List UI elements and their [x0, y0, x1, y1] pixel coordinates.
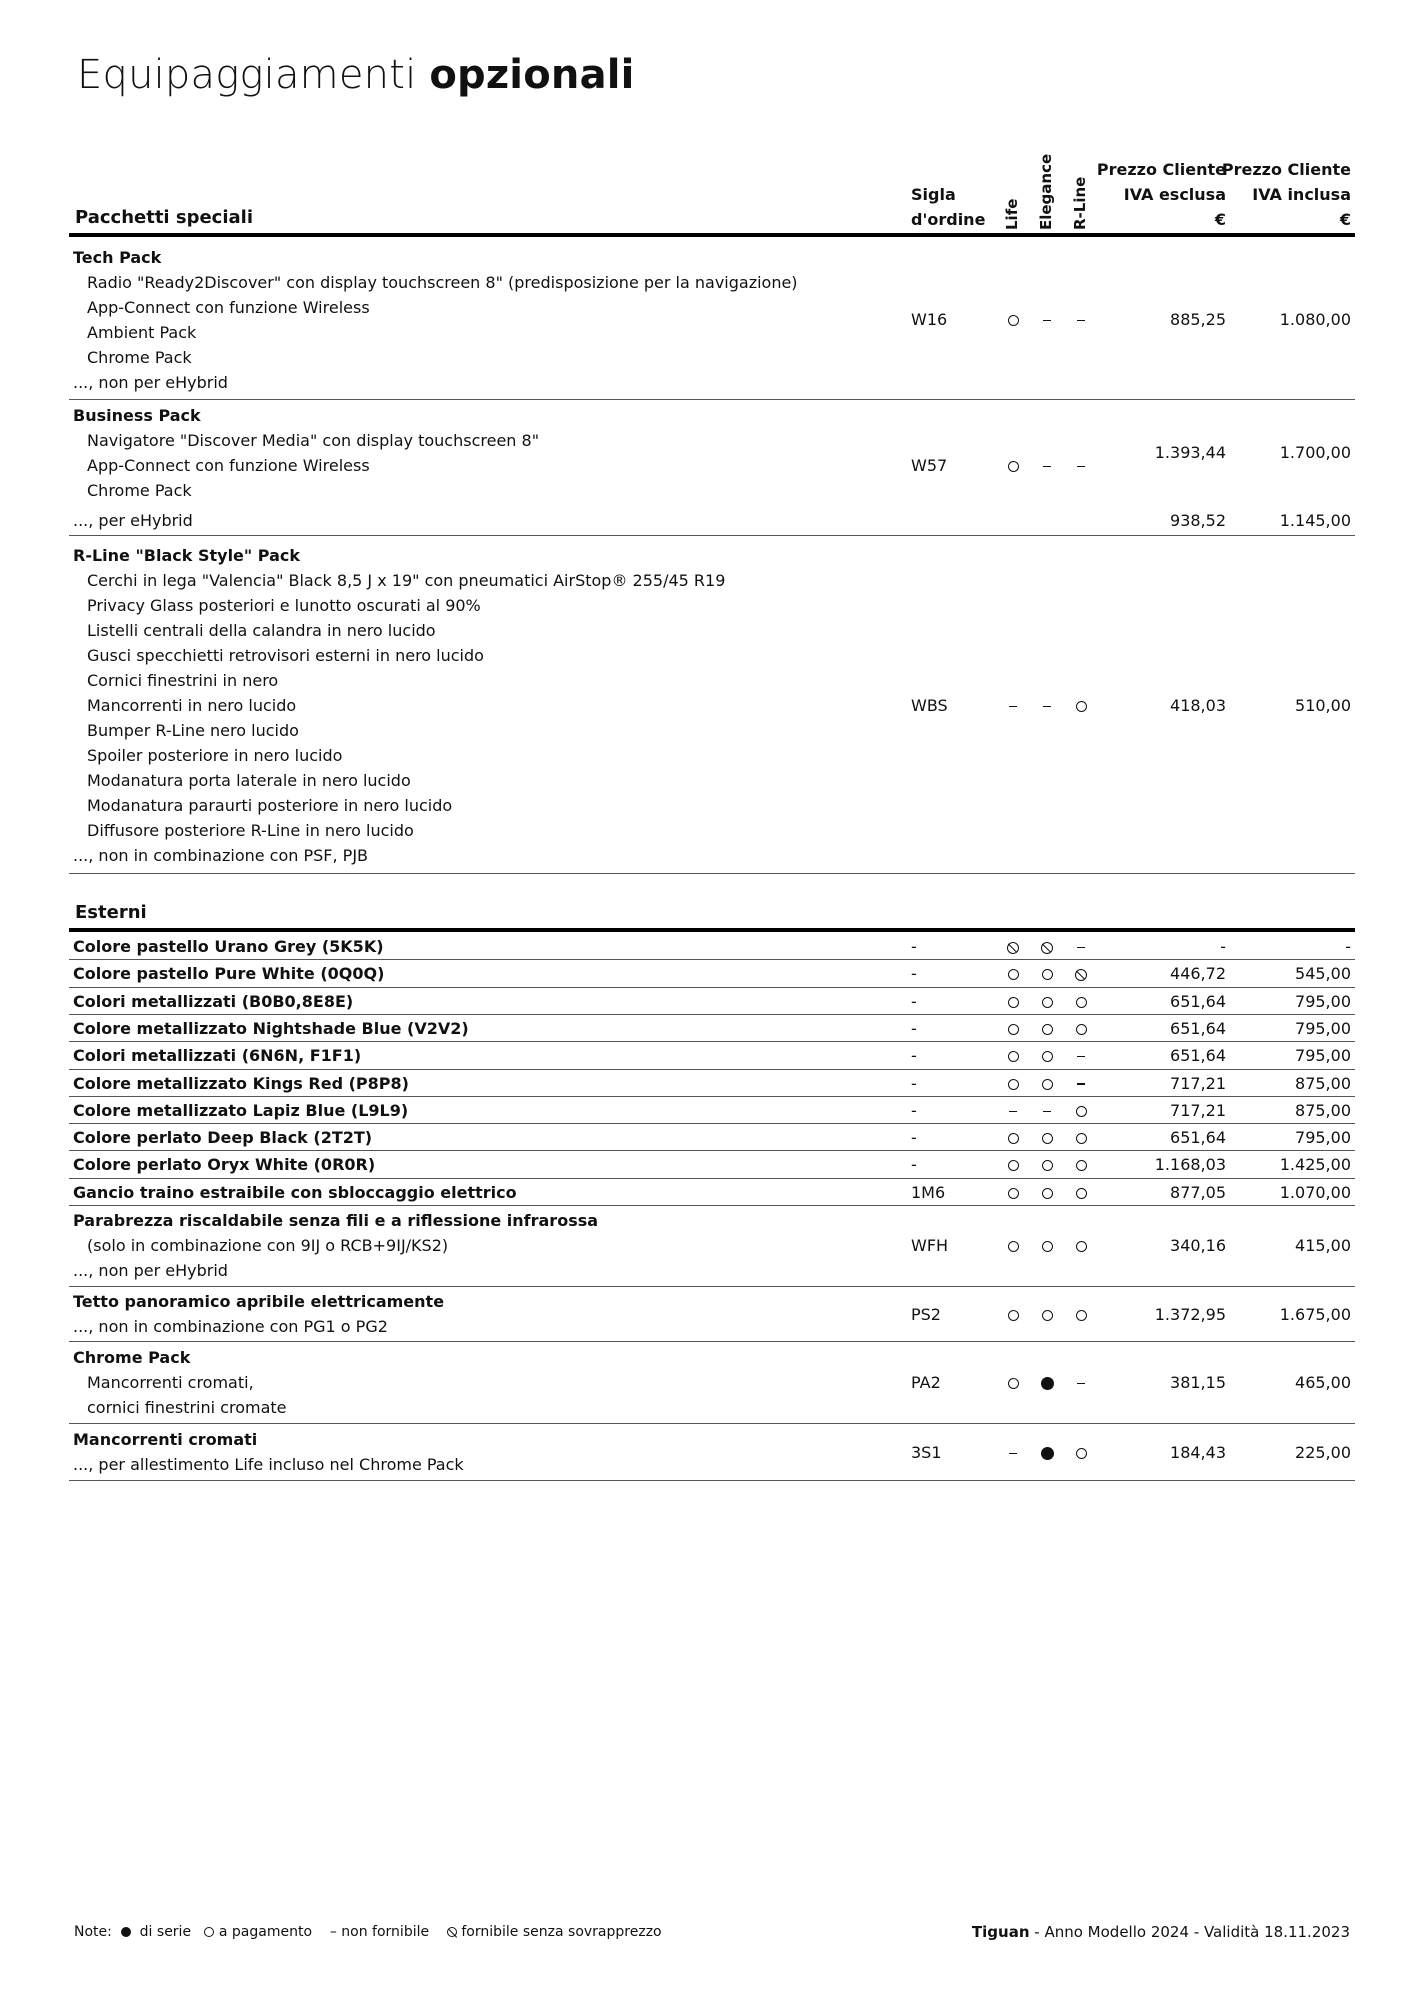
price-incl: 465,00	[1295, 1373, 1351, 1392]
elegance-symbol	[1037, 1071, 1057, 1096]
circle-icon	[1042, 1079, 1053, 1090]
dash-icon	[1009, 1453, 1017, 1454]
circle-icon	[1042, 1188, 1053, 1199]
rline-symbol	[1071, 1016, 1091, 1041]
rline-symbol	[1071, 1302, 1091, 1327]
elegance-symbol	[1037, 1233, 1057, 1258]
row-note: ..., per eHybrid	[73, 511, 193, 530]
esterni-row	[69, 1179, 1355, 1206]
order-code: PS2	[911, 1305, 941, 1324]
circle-icon	[1008, 997, 1019, 1008]
life-symbol	[1003, 1180, 1023, 1205]
row-divider	[69, 873, 1355, 874]
row-item: Chrome Pack	[87, 348, 192, 367]
price-incl: 510,00	[1295, 696, 1351, 715]
circle-icon	[1042, 1241, 1053, 1252]
header-sigla: Sigla d'ordine	[911, 185, 986, 229]
dash-icon	[1043, 466, 1051, 467]
section-title-pacchetti: Pacchetti speciali	[75, 207, 253, 228]
price-incl: 875,00	[1295, 1100, 1351, 1120]
price-incl: 795,00	[1295, 1046, 1351, 1066]
esterni-row	[69, 988, 1355, 1015]
header-divider	[69, 233, 1355, 237]
price-excl: 446,72	[1170, 964, 1226, 984]
price-excl: 1.168,03	[1154, 1155, 1226, 1175]
circle-icon	[1008, 1133, 1019, 1144]
price-incl: 225,00	[1295, 1443, 1351, 1462]
circle-icon	[1008, 1051, 1019, 1062]
model-name: Tiguan	[971, 1923, 1030, 1941]
price-incl: 1.675,00	[1279, 1305, 1351, 1324]
rline-symbol	[1071, 1370, 1091, 1395]
life-symbol	[1003, 1016, 1023, 1041]
circle-icon	[1042, 1051, 1053, 1062]
row-item: Cornici finestrini in nero	[87, 671, 279, 690]
row-title: Colore pastello Urano Grey (5K5K)	[73, 937, 384, 956]
footer-model-info	[972, 1922, 1350, 1942]
row-item: (solo in combinazione con 9IJ o RCB+9IJ/KS2)	[87, 1236, 449, 1255]
price-excl-ehybrid: 938,52	[1170, 511, 1226, 530]
circle-icon	[1042, 969, 1053, 980]
order-code: -	[911, 1100, 917, 1120]
rline-symbol	[1071, 307, 1091, 332]
circle-icon	[1076, 701, 1087, 712]
row-divider	[69, 1480, 1355, 1481]
elegance-symbol	[1037, 307, 1057, 332]
price-excl: -	[1220, 937, 1226, 956]
order-code: -	[911, 1018, 917, 1038]
life-symbol	[1003, 1125, 1023, 1150]
header-price-incl: Prezzo Cliente IVA inclusa €	[1221, 160, 1351, 229]
elegance-symbol	[1037, 1016, 1057, 1041]
price-excl: 651,64	[1170, 1128, 1226, 1148]
row-business-pack	[69, 403, 1355, 533]
row-note: ..., non per eHybrid	[73, 373, 228, 392]
circle-icon	[1076, 1160, 1087, 1171]
row-item: App-Connect con funzione Wireless	[87, 298, 370, 317]
order-code: WFH	[911, 1236, 949, 1255]
row-parabrezza	[69, 1208, 1355, 1283]
row-item: Modanatura porta laterale in nero lucido	[87, 771, 411, 790]
price-excl: 651,64	[1170, 991, 1226, 1011]
order-code: -	[911, 991, 917, 1011]
esterni-row	[69, 1042, 1355, 1069]
circle-icon	[1008, 1378, 1019, 1389]
price-excl: 717,21	[1170, 1073, 1226, 1093]
legend-non-fornibile: – non fornibile	[329, 1924, 430, 1940]
circle-icon	[1076, 1310, 1087, 1321]
life-symbol	[1003, 1043, 1023, 1068]
row-chrome-pack	[69, 1345, 1355, 1420]
esterni-row	[69, 1097, 1355, 1124]
circle-icon	[204, 1927, 214, 1937]
esterni-row	[69, 960, 1355, 987]
price-excl: 340,16	[1170, 1236, 1226, 1255]
order-code: -	[911, 1073, 917, 1093]
life-symbol	[1003, 1302, 1023, 1327]
life-symbol	[1003, 961, 1023, 986]
row-title: Colore perlato Deep Black (2T2T)	[73, 1128, 373, 1148]
price-excl: 1.372,95	[1154, 1305, 1226, 1324]
elegance-symbol	[1037, 1125, 1057, 1150]
header-price-excl: Prezzo Cliente IVA esclusa €	[1096, 160, 1226, 229]
legend-label: Note:	[74, 1924, 112, 1940]
rline-symbol	[1071, 1233, 1091, 1258]
circle-icon	[1042, 1133, 1053, 1144]
circle-icon	[1076, 1448, 1087, 1459]
price-incl: 1.070,00	[1279, 1182, 1351, 1202]
header-rline: R-Line	[1071, 176, 1089, 230]
row-title: Parabrezza riscaldabile senza fili e a riflessione infrarossa	[73, 1211, 599, 1230]
elegance-symbol	[1037, 1180, 1057, 1205]
circle-icon	[1008, 1079, 1019, 1090]
row-item: Listelli centrali della calandra in nero lucido	[87, 621, 436, 640]
row-divider	[69, 1341, 1355, 1342]
price-excl: 717,21	[1170, 1100, 1226, 1120]
circle-icon	[1042, 1310, 1053, 1321]
life-symbol	[1003, 453, 1023, 478]
row-item: Mancorrenti cromati,	[87, 1373, 254, 1392]
order-code: W16	[911, 310, 948, 329]
order-code: -	[911, 1155, 917, 1175]
row-item: Privacy Glass posteriori e lunotto oscurati al 90%	[87, 596, 481, 615]
slashed-circle-icon	[1075, 969, 1087, 981]
elegance-symbol	[1037, 1152, 1057, 1177]
legend-senza-sovrapprezzo: fornibile senza sovrapprezzo	[461, 1924, 662, 1940]
legend-pagamento: a pagamento	[218, 1924, 313, 1940]
order-code: 3S1	[911, 1443, 942, 1462]
price-incl: 415,00	[1295, 1236, 1351, 1255]
row-divider	[69, 1286, 1355, 1287]
dash-icon	[1077, 1056, 1085, 1057]
price-incl: 1.425,00	[1279, 1155, 1351, 1175]
rline-symbol	[1071, 693, 1091, 718]
model-validity: - Anno Modello 2024 - Validità 18.11.2023	[1034, 1923, 1350, 1941]
dash-icon	[1077, 947, 1085, 948]
legend-serie: di serie	[139, 1924, 192, 1940]
life-symbol	[1003, 934, 1023, 959]
price-incl: 875,00	[1295, 1073, 1351, 1093]
row-title: Colore metallizzato Kings Red (P8P8)	[73, 1073, 409, 1093]
dash-icon	[1077, 1083, 1085, 1084]
circle-icon	[1076, 997, 1087, 1008]
elegance-symbol	[1037, 1098, 1057, 1123]
price-excl: 1.393,44	[1154, 443, 1226, 462]
row-note: ..., non in combinazione con PSF, PJB	[73, 846, 369, 865]
rline-symbol	[1071, 989, 1091, 1014]
elegance-symbol	[1037, 453, 1057, 478]
elegance-symbol	[1037, 934, 1057, 959]
row-title: Colori metallizzati (6N6N, F1F1)	[73, 1046, 362, 1066]
legend	[74, 1922, 662, 1942]
dash-icon	[1009, 706, 1017, 707]
rline-symbol	[1071, 1043, 1091, 1068]
slashed-circle-icon	[447, 1927, 457, 1937]
filled-dot-icon	[121, 1927, 131, 1937]
row-rline-black-style	[69, 543, 1355, 868]
circle-icon	[1076, 1241, 1087, 1252]
row-title: Colore pastello Pure White (0Q0Q)	[73, 964, 385, 984]
row-item: Mancorrenti in nero lucido	[87, 696, 297, 715]
dash-icon	[1043, 320, 1051, 321]
rline-symbol	[1071, 1180, 1091, 1205]
elegance-symbol	[1037, 1302, 1057, 1327]
header-life: Life	[1003, 198, 1021, 230]
row-title: Gancio traino estraibile con sbloccaggio elettrico	[73, 1182, 517, 1202]
life-symbol	[1003, 1152, 1023, 1177]
circle-icon	[1008, 1241, 1019, 1252]
order-code: WBS	[911, 696, 948, 715]
circle-icon	[1076, 1106, 1087, 1117]
elegance-symbol	[1037, 1440, 1057, 1465]
price-incl: -	[1345, 937, 1351, 956]
price-excl: 651,64	[1170, 1046, 1226, 1066]
elegance-symbol	[1037, 1043, 1057, 1068]
filled-dot-icon	[1041, 1377, 1054, 1390]
rline-symbol	[1071, 1071, 1091, 1096]
dash-icon	[1043, 1111, 1051, 1112]
circle-icon	[1008, 315, 1019, 326]
row-item: Modanatura paraurti posteriore in nero lucido	[87, 796, 453, 815]
elegance-symbol	[1037, 961, 1057, 986]
esterni-row	[69, 1070, 1355, 1097]
price-incl: 795,00	[1295, 1018, 1351, 1038]
esterni-row	[69, 1015, 1355, 1042]
circle-icon	[1076, 1133, 1087, 1144]
row-divider	[69, 535, 1355, 536]
row-item: Gusci specchietti retrovisori esterni in nero lucido	[87, 646, 484, 665]
row-mancorrenti-cromati	[69, 1427, 1355, 1477]
life-symbol	[1003, 693, 1023, 718]
row-tetto	[69, 1289, 1355, 1339]
esterni-row	[69, 933, 1355, 960]
elegance-symbol	[1037, 693, 1057, 718]
price-excl: 651,64	[1170, 1018, 1226, 1038]
row-divider	[69, 399, 1355, 400]
circle-icon	[1008, 1310, 1019, 1321]
row-item: cornici finestrini cromate	[87, 1398, 287, 1417]
row-note: ..., non in combinazione con PG1 o PG2	[73, 1317, 388, 1336]
header-elegance: Elegance	[1037, 153, 1055, 230]
dash-icon	[1077, 1383, 1085, 1384]
price-excl: 885,25	[1170, 310, 1226, 329]
row-title: Business Pack	[73, 406, 201, 425]
order-code: W57	[911, 456, 948, 475]
row-divider	[69, 1205, 1355, 1206]
row-title: Mancorrenti cromati	[73, 1430, 258, 1449]
dash-icon	[1009, 1111, 1017, 1112]
price-excl: 381,15	[1170, 1373, 1226, 1392]
row-title: Colore metallizzato Nightshade Blue (V2V2)	[73, 1018, 469, 1038]
rline-symbol	[1071, 934, 1091, 959]
circle-icon	[1076, 1024, 1087, 1035]
row-item: Diffusore posteriore R-Line in nero lucido	[87, 821, 414, 840]
circle-icon	[1042, 997, 1053, 1008]
rline-symbol	[1071, 1098, 1091, 1123]
circle-icon	[1008, 461, 1019, 472]
circle-icon	[1008, 1024, 1019, 1035]
row-item: Chrome Pack	[87, 481, 192, 500]
row-title: Colore perlato Oryx White (0R0R)	[73, 1155, 376, 1175]
elegance-symbol	[1037, 989, 1057, 1014]
row-title: Colori metallizzati (B0B0,8E8E)	[73, 991, 354, 1011]
row-item: Radio "Ready2Discover" con display touchscreen 8" (predisposizione per la navigazione)	[87, 273, 798, 292]
order-code: -	[911, 1128, 917, 1148]
rline-symbol	[1071, 453, 1091, 478]
row-item: Cerchi in lega "Valencia" Black 8,5 J x 19" con pneumatici AirStop® 255/45 R19	[87, 571, 726, 590]
life-symbol	[1003, 1370, 1023, 1395]
page-title: Equipaggiamenti opzionali	[77, 52, 635, 98]
section-title-esterni: Esterni	[75, 902, 147, 923]
order-code: 1M6	[911, 1182, 946, 1202]
row-item: Spoiler posteriore in nero lucido	[87, 746, 343, 765]
price-incl: 795,00	[1295, 1128, 1351, 1148]
esterni-divider	[69, 928, 1355, 932]
price-incl: 545,00	[1295, 964, 1351, 984]
esterni-row	[69, 1151, 1355, 1178]
row-item: Navigatore "Discover Media" con display touchscreen 8"	[87, 431, 540, 450]
life-symbol	[1003, 989, 1023, 1014]
filled-dot-icon	[1041, 1447, 1054, 1460]
life-symbol	[1003, 1071, 1023, 1096]
order-code: -	[911, 964, 917, 984]
rline-symbol	[1071, 1152, 1091, 1177]
rline-symbol	[1071, 1440, 1091, 1465]
life-symbol	[1003, 307, 1023, 332]
row-item: Bumper R-Line nero lucido	[87, 721, 299, 740]
price-incl: 1.700,00	[1279, 443, 1351, 462]
price-incl: 795,00	[1295, 991, 1351, 1011]
circle-icon	[1042, 1160, 1053, 1171]
row-title: Colore metallizzato Lapiz Blue (L9L9)	[73, 1100, 409, 1120]
order-code: -	[911, 937, 917, 956]
dash-icon	[1043, 706, 1051, 707]
slashed-circle-icon	[1007, 942, 1019, 954]
row-note: ..., non per eHybrid	[73, 1261, 228, 1280]
elegance-symbol	[1037, 1370, 1057, 1395]
price-incl: 1.080,00	[1279, 310, 1351, 329]
price-excl: 877,05	[1170, 1182, 1226, 1202]
dash-icon	[1077, 320, 1085, 321]
slashed-circle-icon	[1041, 942, 1053, 954]
price-incl-ehybrid: 1.145,00	[1279, 511, 1351, 530]
life-symbol	[1003, 1440, 1023, 1465]
rline-symbol	[1071, 961, 1091, 986]
circle-icon	[1042, 1024, 1053, 1035]
row-tech-pack	[69, 245, 1355, 395]
row-note: ..., per allestimento Life incluso nel Chrome Pack	[73, 1455, 464, 1474]
life-symbol	[1003, 1098, 1023, 1123]
circle-icon	[1008, 1160, 1019, 1171]
life-symbol	[1003, 1233, 1023, 1258]
row-title: Chrome Pack	[73, 1348, 191, 1367]
row-title: Tech Pack	[73, 248, 162, 267]
row-title: Tetto panoramico apribile elettricamente	[73, 1292, 445, 1311]
rline-symbol	[1071, 1125, 1091, 1150]
order-code: -	[911, 1046, 917, 1066]
esterni-row	[69, 1124, 1355, 1151]
row-divider	[69, 1423, 1355, 1424]
circle-icon	[1008, 1188, 1019, 1199]
row-title: R-Line "Black Style" Pack	[73, 546, 301, 565]
dash-icon	[1077, 466, 1085, 467]
row-item: Ambient Pack	[87, 323, 197, 342]
row-item: App-Connect con funzione Wireless	[87, 456, 370, 475]
circle-icon	[1076, 1188, 1087, 1199]
order-code: PA2	[911, 1373, 941, 1392]
price-excl: 184,43	[1170, 1443, 1226, 1462]
circle-icon	[1008, 969, 1019, 980]
price-excl: 418,03	[1170, 696, 1226, 715]
